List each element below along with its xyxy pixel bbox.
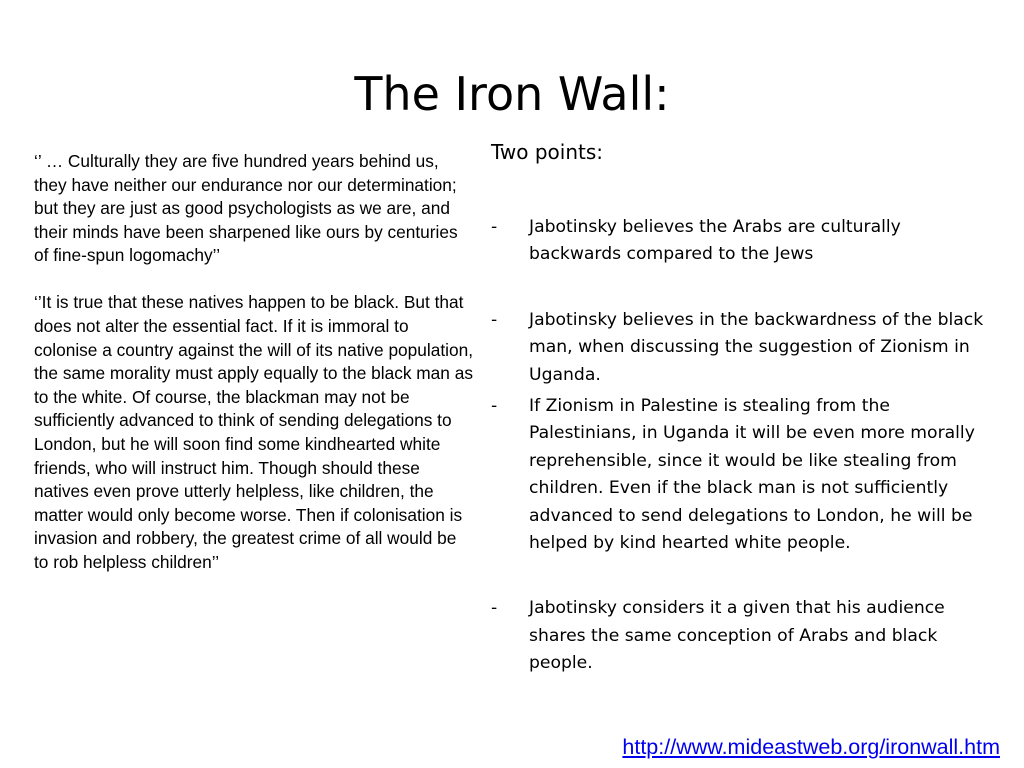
bullet-text: Jabotinsky believes in the backwardness of the black man, when discussing the suggestion of Zionism in Uganda. <box>529 309 984 385</box>
list-item <box>491 393 995 557</box>
bullet-dash: - <box>491 396 498 417</box>
bullet-text: Jabotinsky believes the Arabs are culturally backwards compared to the Jews <box>529 217 901 265</box>
points-list <box>491 214 1011 678</box>
analysis-column <box>491 138 1011 678</box>
bullet-text: Jabotinsky considers it a given that his audience shares the same conception of Arabs and black people. <box>529 598 945 674</box>
slide-title: The Iron Wall: <box>354 67 670 121</box>
points-heading: Two points: <box>491 140 604 164</box>
bullet-text: If Zionism in Palestine is stealing from the Palestinians, in Uganda it will be even more morally reprehensible, since it would be like stealing from children. Even if the black man is not sufficiently advanced to send delegations to London, he will be helped by kind hearted white people. <box>529 396 975 554</box>
quotes-column <box>34 150 474 575</box>
list-item <box>491 307 995 389</box>
quote-culturally-behind: ‘’ … Culturally they are five hundred years behind us, they have neither our endurance nor our determination; but they are just as good psychologists as we are, and their minds have been sharpened like ours by centuries of fine-spun logomachy’’ <box>34 151 458 266</box>
bullet-dash: - <box>491 217 498 237</box>
bullet-dash: - <box>491 309 498 330</box>
list-item <box>491 214 995 269</box>
source-link[interactable]: http://www.mideastweb.org/ironwall.htm <box>622 735 1000 759</box>
bullet-dash: - <box>491 598 498 619</box>
quote-natives-black: ‘’It is true that these natives happen to be black. But that does not alter the essential fact. If it is immoral to colonise a country against the will of its native population, the same morality must apply equally to the black man as to the white. Of course, the blackman may not be sufficiently advanced to think of sending delegations to London, but he will soon find some kindhearted white friends, who will instruct him. Though should these natives even prove utterly helpless, like children, the matter would only become worse. Then if colonisation is invasion and robbery, the greatest crime of all would be to rob helpless children’’ <box>34 292 474 572</box>
list-item <box>491 595 995 677</box>
